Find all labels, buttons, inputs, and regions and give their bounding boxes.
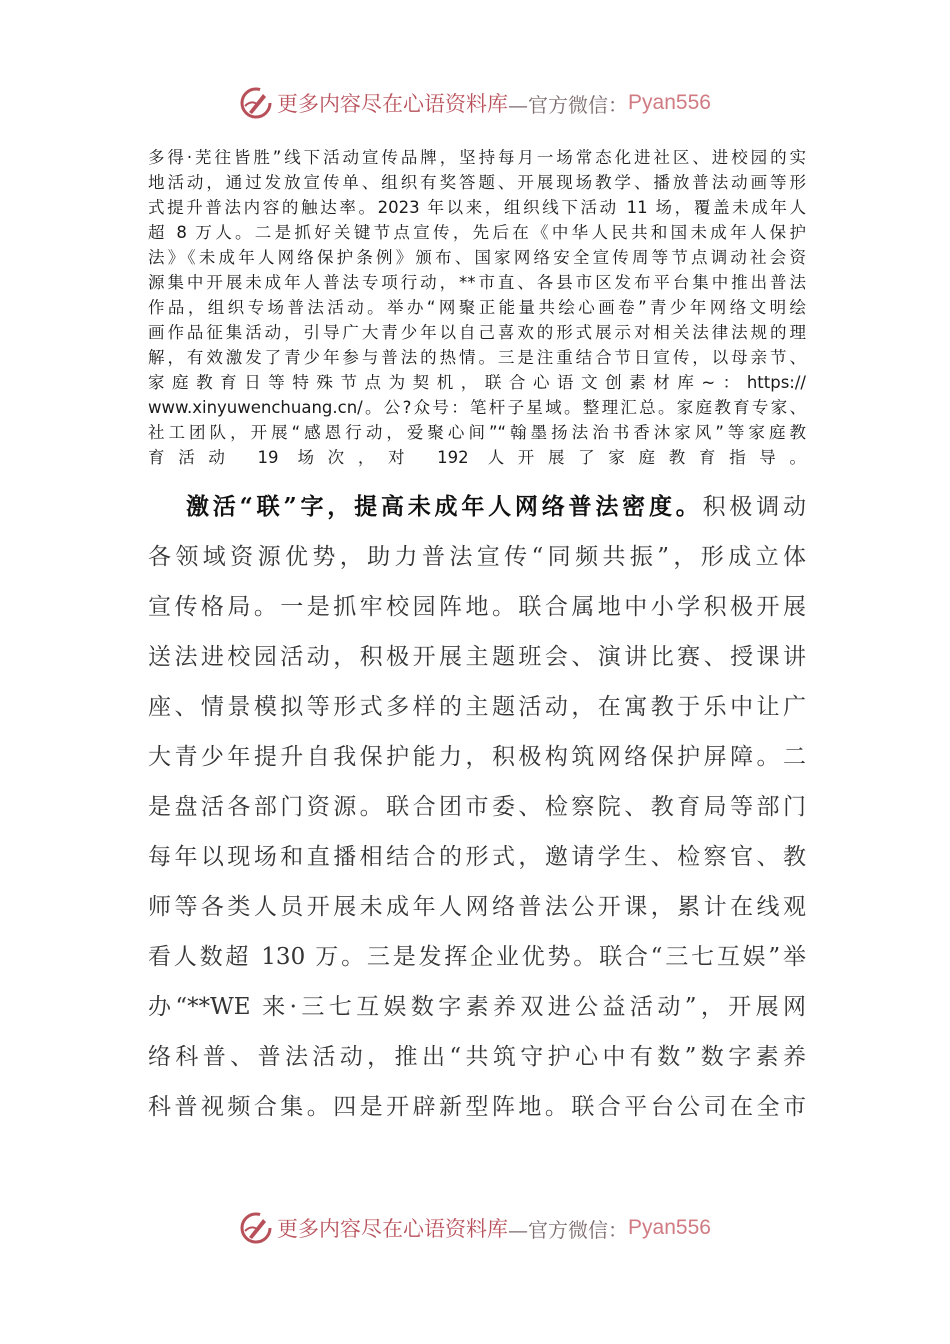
paragraph-line: 络科普、普法活动，推出“共筑守护心中有数”数字素养 xyxy=(148,1044,806,1070)
paragraph-line: 家庭教育日等特殊节点为契机，联合心语文创素材库~：https:// xyxy=(148,373,806,392)
banner-brand-text: 更多内容尽在心语资料库 xyxy=(277,1217,509,1241)
banner-wechat-id: Pyan556 xyxy=(628,1216,711,1239)
paragraph-line: 作品，组织专场普法活动。举办“网聚正能量共绘心画卷”青少年网络文明绘 xyxy=(148,298,806,317)
banner-wechat-id: Pyan556 xyxy=(628,91,711,114)
paragraph-line: 师等各类人员开展未成年人网络普法公开课，累计在线观 xyxy=(148,894,806,920)
paragraph-line: www.xinyuwenchuang.cn/。公?众号：笔杆子星域。整理汇总。家庭教育专家、 xyxy=(148,398,806,417)
banner-wechat-label: —官方微信： xyxy=(508,92,629,117)
banner-wechat-label: —官方微信： xyxy=(508,1217,629,1242)
heading-continuation: 积极调动 xyxy=(702,494,806,520)
paragraph-line: 社工团队，开展“感恩行动，爱聚心间”“翰墨扬法治书香沐家风”等家庭教 xyxy=(148,423,806,442)
paragraph-line: 各领域资源优势，助力普法宣传“同频共振”，形成立体 xyxy=(148,544,806,570)
paragraph-line: 是盘活各部门资源。联合团市委、检察院、教育局等部门 xyxy=(148,794,806,820)
paragraph-line: 每年以现场和直播相结合的形式，邀请学生、检察官、教 xyxy=(148,844,806,870)
paragraph-line: 看人数超 130 万。三是发挥企业优势。联合“三七互娱”举 xyxy=(148,944,806,970)
pen-logo-icon xyxy=(239,1211,273,1245)
paragraph-line: 育活动 19 场次，对 192 人开展了家庭教育指导。 xyxy=(148,448,806,467)
paragraph-line: 法》《未成年人网络保护条例》颁布、国家网络安全宣传周等节点调动社会资 xyxy=(148,248,806,267)
paragraph-line: 送法进校园活动，积极开展主题班会、演讲比赛、授课讲 xyxy=(148,644,806,670)
small-paragraph xyxy=(148,145,806,470)
main-paragraph xyxy=(148,482,806,1132)
paragraph-line xyxy=(148,482,806,532)
pen-logo-icon xyxy=(239,86,273,120)
paragraph-line: 大青少年提升自我保护能力，积极构筑网络保护屏障。二 xyxy=(148,744,806,770)
section-heading: 激活“联”字，提高未成年人网络普法密度。 xyxy=(186,493,703,520)
paragraph-line: 式提升普法内容的触达率。2023 年以来，组织线下活动 11 场，覆盖未成年人 xyxy=(148,198,806,217)
header-watermark-banner xyxy=(0,83,950,123)
paragraph-line: 源集中开展未成年人普法专项行动，**市直、各县市区发布平台集中推出普法 xyxy=(148,273,806,292)
banner-brand-text: 更多内容尽在心语资料库 xyxy=(277,92,509,116)
paragraph-line: 科普视频合集。四是开辟新型阵地。联合平台公司在全市 xyxy=(148,1094,806,1120)
paragraph-line: 宣传格局。一是抓牢校园阵地。联合属地中小学积极开展 xyxy=(148,594,806,620)
paragraph-line: 解，有效激发了青少年参与普法的热情。三是注重结合节日宣传，以母亲节、 xyxy=(148,348,806,367)
footer-watermark-banner xyxy=(0,1208,950,1248)
paragraph-line: 座、情景模拟等形式多样的主题活动，在寓教于乐中让广 xyxy=(148,694,806,720)
paragraph-line: 超 8 万人。二是抓好关键节点宣传，先后在《中华人民共和国未成年人保护 xyxy=(148,223,806,242)
paragraph-line: 画作品征集活动，引导广大青少年以自己喜欢的形式展示对相关法律法规的理 xyxy=(148,323,806,342)
paragraph-line: 办“**WE 来·三七互娱数字素养双进公益活动”，开展网 xyxy=(148,994,806,1020)
paragraph-line: 地活动，通过发放宣传单、组织有奖答题、开展现场教学、播放普法动画等形 xyxy=(148,173,806,192)
paragraph-line: 多得·芜往皆胜”线下活动宣传品牌，坚持每月一场常态化进社区、进校园的实 xyxy=(148,148,806,167)
